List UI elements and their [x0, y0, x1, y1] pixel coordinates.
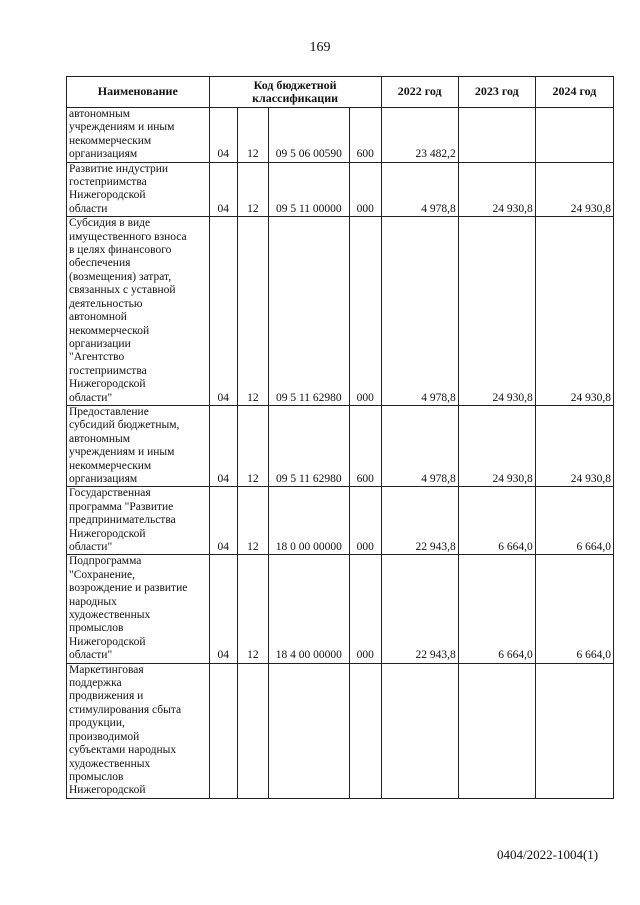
row-type: 600 [349, 405, 381, 486]
row-target: 09 5 11 62980 [268, 217, 349, 406]
row-2023: 6 664,0 [458, 487, 535, 555]
row-section: 04 [209, 162, 238, 217]
row-2023: 24 930,8 [458, 217, 535, 406]
table-row [67, 555, 614, 663]
table-header-row [67, 77, 614, 108]
row-2022 [381, 663, 458, 798]
row-2022: 4 978,8 [381, 162, 458, 217]
table-row [67, 487, 614, 555]
row-name: Подпрограмма "Сохранение, возрождение и развитие народных художественных промыслов Нижегородской области" [67, 555, 210, 663]
page-number: 169 [309, 40, 331, 55]
row-target [268, 663, 349, 798]
row-type: 000 [349, 162, 381, 217]
row-type: 000 [349, 217, 381, 406]
row-subsection [238, 663, 269, 798]
row-2023: 6 664,0 [458, 555, 535, 663]
row-2023 [458, 108, 535, 163]
row-2022: 23 482,2 [381, 108, 458, 163]
row-name: автономным учреждениям и иным некоммерческим организациям [67, 108, 210, 163]
table-row [67, 663, 614, 798]
row-2024: 24 930,8 [535, 217, 613, 406]
row-target: 09 5 11 00000 [268, 162, 349, 217]
row-section: 04 [209, 405, 238, 486]
row-2022: 22 943,8 [381, 487, 458, 555]
row-name: Государственная программа "Развитие предпринимательства Нижегородской области" [67, 487, 210, 555]
row-section: 04 [209, 555, 238, 663]
row-name: Субсидия в виде имущественного взноса в целях финансового обеспечения (возмещения) затрат, связанных с уставной деятельностью автономной некоммерческой организации "Агентство гостеприимства Нижегородской области" [67, 217, 210, 406]
row-subsection: 12 [238, 555, 269, 663]
row-2023: 24 930,8 [458, 162, 535, 217]
row-2023: 24 930,8 [458, 405, 535, 486]
row-2024: 6 664,0 [535, 487, 613, 555]
document-code: 0404/2022-1004(1) [497, 847, 599, 862]
row-subsection: 12 [238, 487, 269, 555]
row-name: Предоставление субсидий бюджетным, автономным учреждениям и иным некоммерческим организациям [67, 405, 210, 486]
row-2024 [535, 108, 613, 163]
row-name: Развитие индустрии гостеприимства Нижегородской области [67, 162, 210, 217]
row-target: 09 5 11 62980 [268, 405, 349, 486]
row-subsection: 12 [238, 405, 269, 486]
header-name: Наименование [67, 77, 210, 108]
table-row [67, 108, 614, 163]
row-type: 600 [349, 108, 381, 163]
row-section [209, 663, 238, 798]
table-row [67, 162, 614, 217]
header-code: Код бюджетной классификации [209, 77, 381, 108]
row-section: 04 [209, 217, 238, 406]
table-row [67, 405, 614, 486]
row-target: 09 5 06 00590 [268, 108, 349, 163]
row-target: 18 4 00 00000 [268, 555, 349, 663]
table-row [67, 217, 614, 406]
row-2022: 22 943,8 [381, 555, 458, 663]
row-2022: 4 978,8 [381, 405, 458, 486]
row-target: 18 0 00 00000 [268, 487, 349, 555]
row-2024: 24 930,8 [535, 162, 613, 217]
row-2024: 24 930,8 [535, 405, 613, 486]
row-section: 04 [209, 487, 238, 555]
row-subsection: 12 [238, 162, 269, 217]
row-type: 000 [349, 555, 381, 663]
header-2022: 2022 год [381, 77, 458, 108]
row-type [349, 663, 381, 798]
row-section: 04 [209, 108, 238, 163]
row-subsection: 12 [238, 108, 269, 163]
row-2024 [535, 663, 613, 798]
budget-table [66, 76, 614, 799]
row-subsection: 12 [238, 217, 269, 406]
row-2022: 4 978,8 [381, 217, 458, 406]
row-2024: 6 664,0 [535, 555, 613, 663]
header-2023: 2023 год [458, 77, 535, 108]
header-2024: 2024 год [535, 77, 613, 108]
row-name: Маркетинговая поддержка продвижения и стимулирования сбыта продукции, производимой субъектами народных художественных промыслов Нижегородской [67, 663, 210, 798]
row-type: 000 [349, 487, 381, 555]
row-2023 [458, 663, 535, 798]
